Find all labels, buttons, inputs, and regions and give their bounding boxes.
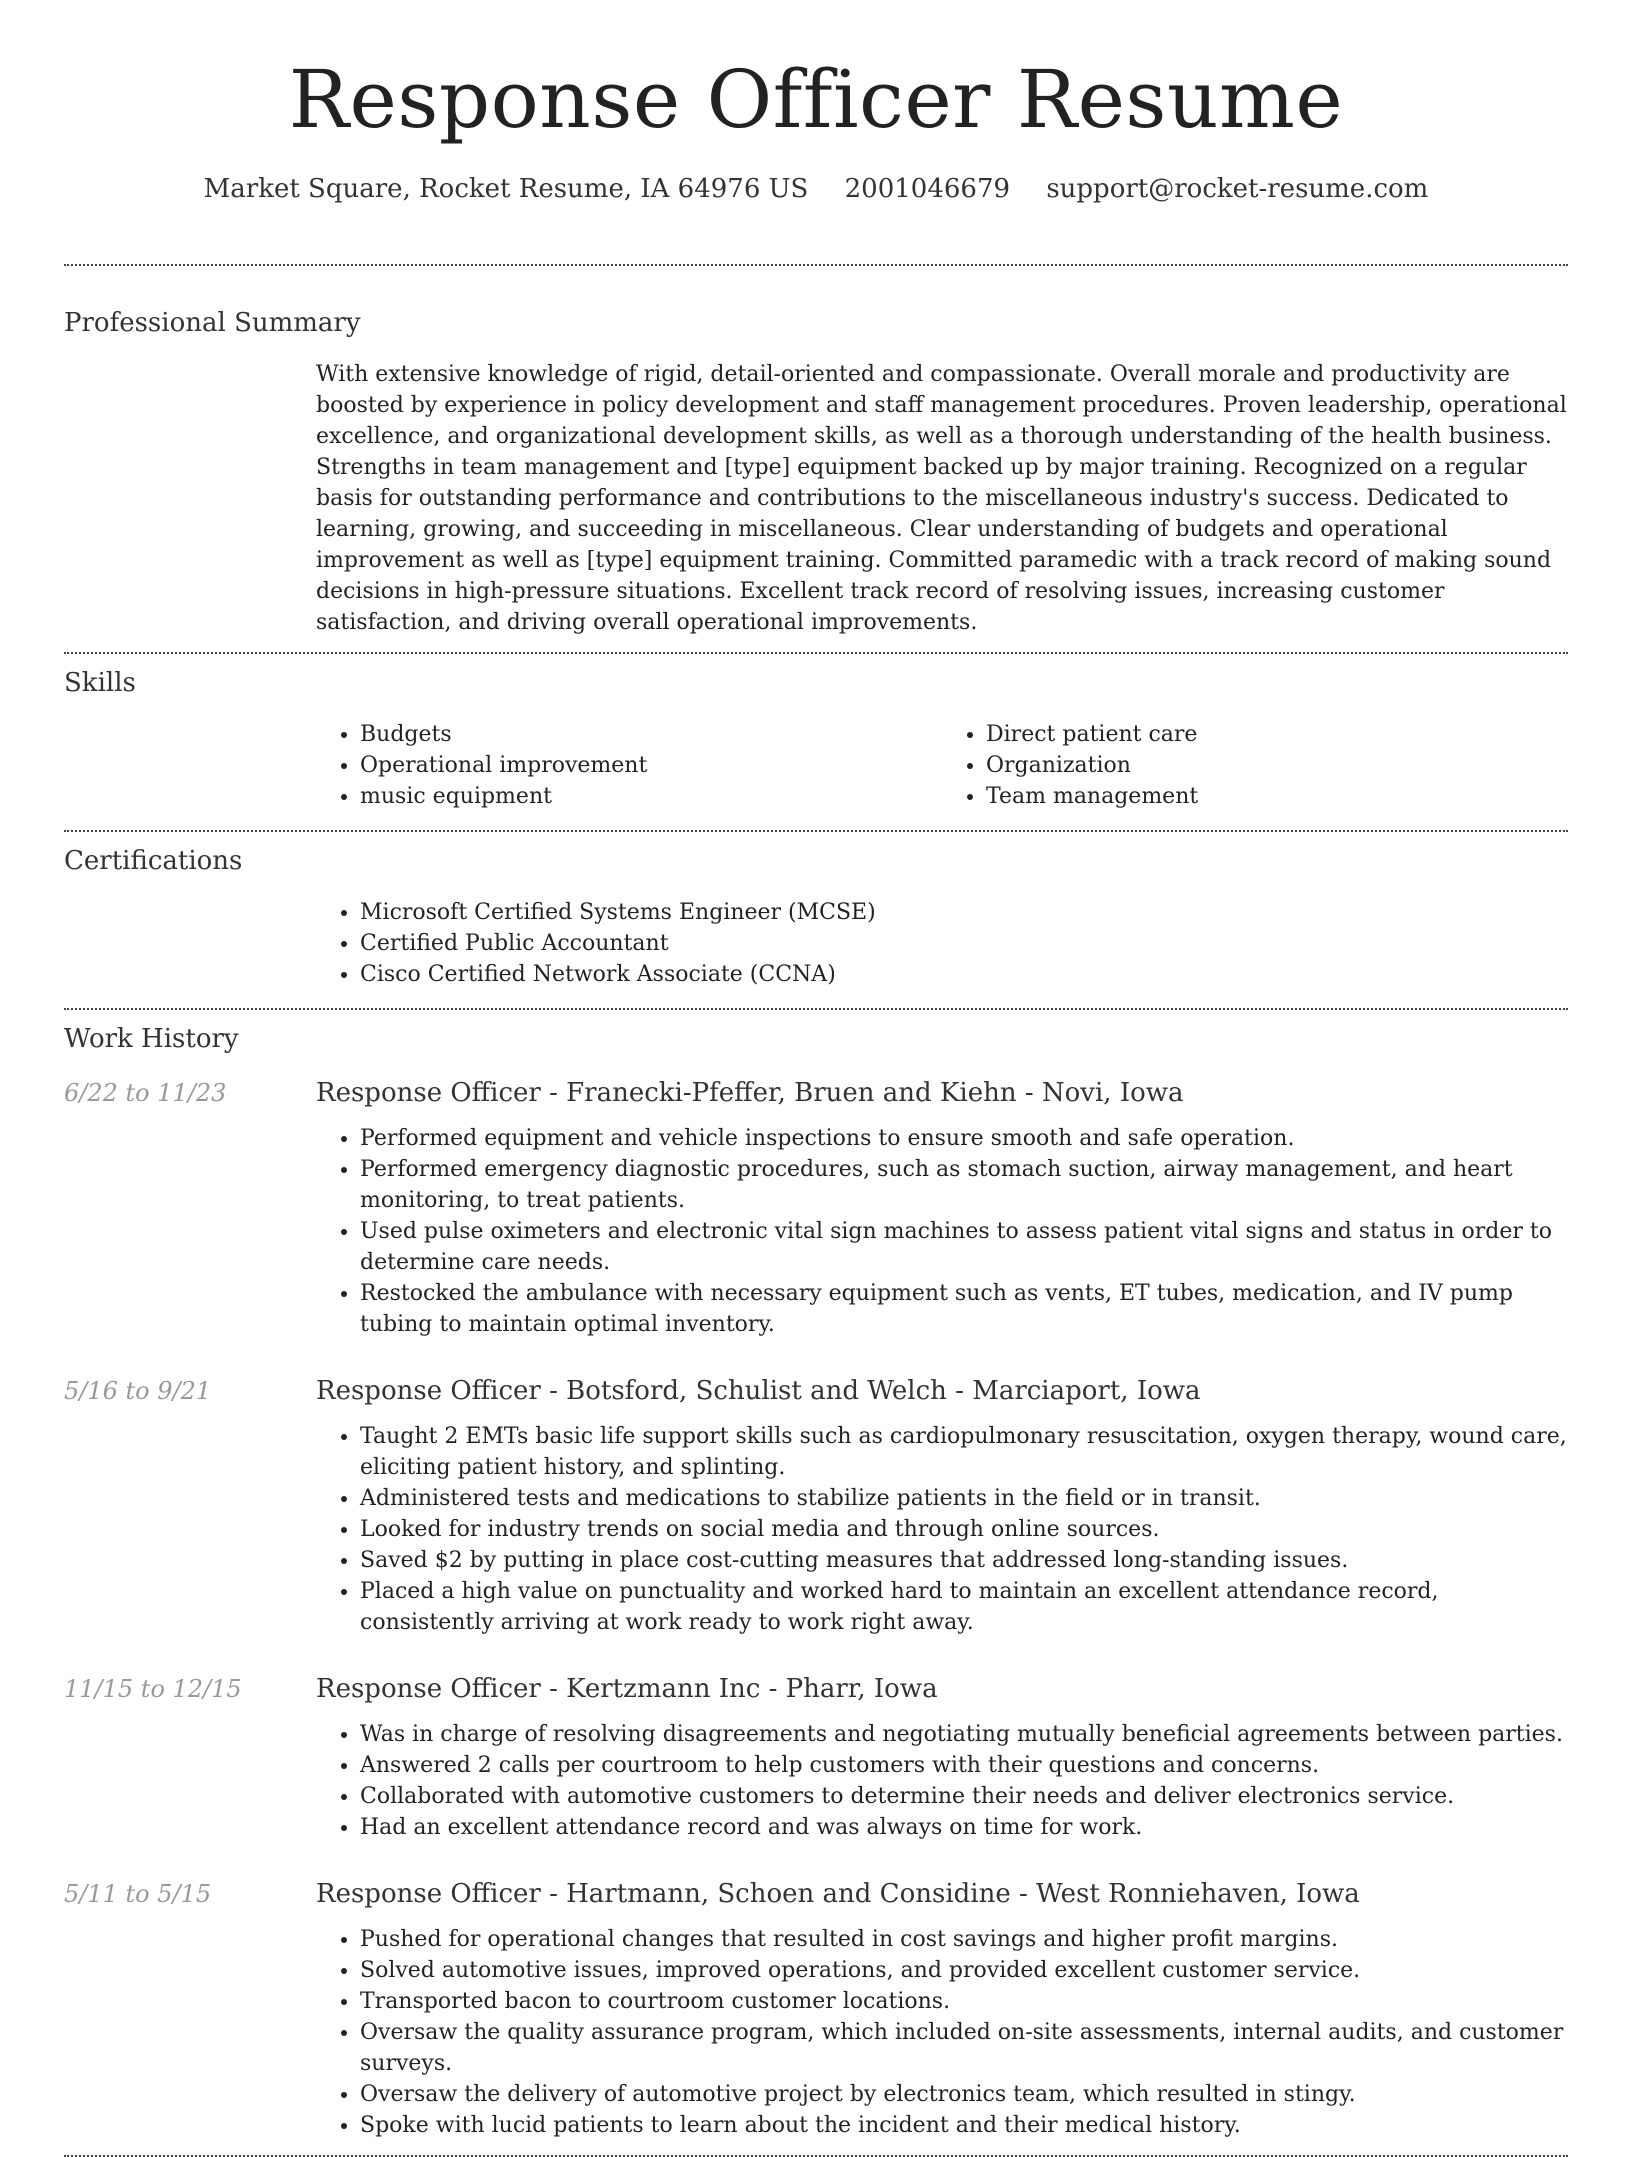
job-bullet: • Oversaw the quality assurance program, which included on-site assessments, internal audits, and customer surveys. [360, 2017, 1568, 2079]
job-bullets [316, 1123, 1568, 1340]
certification-item: • Certified Public Accountant [360, 928, 1568, 959]
job-bullet: • Used pulse oximeters and electronic vital sign machines to assess patient vital signs and status in order to determine care needs. [360, 1216, 1568, 1278]
job-entry [64, 1877, 1568, 2155]
contact-address: Market Square, Rocket Resume, IA 64976 US [203, 174, 809, 204]
job-dates: 5/11 to 5/15 [64, 1880, 212, 1908]
job-bullet: • Administered tests and medications to stabilize patients in the field or in transit. [360, 1483, 1568, 1514]
certifications-section [64, 844, 1568, 1008]
contact-line [64, 166, 1568, 212]
job-entry [64, 1076, 1568, 1340]
divider [64, 830, 1568, 832]
summary-text: With extensive knowledge of rigid, detail-oriented and compassionate. Overall morale and productivity are boosted by experience in policy development and staff management procedures. Proven leadership, operational excellence, and organizational development skills, as well as a thorough understanding of the health business. Strengths in team management and [type] equipment backed up by major training. Recognized on a regular basis for outstanding performance and contributions to the miscellaneous industry's success. Dedicated to learning, growing, and succeeding in miscellaneous. Clear understanding of budgets and operational improvement as well as [type] equipment training. Committed paramedic with a track record of making sound decisions in high-pressure situations. Excellent track record of resolving issues, increasing customer satisfaction, and driving overall operational improvements. [316, 362, 1567, 635]
certification-item: • Microsoft Certified Systems Engineer (MCSE) [360, 897, 1568, 928]
job-bullet: • Saved $2 by putting in place cost-cutting measures that addressed long-standing issues. [360, 1545, 1568, 1576]
job-bullets [316, 1924, 1568, 2141]
resume-page [64, 0, 1568, 2157]
job-title: Response Officer - Botsford, Schulist and Welch - Marciaport, Iowa [316, 1376, 1201, 1406]
job-title: Response Officer - Kertzmann Inc - Pharr, Iowa [316, 1674, 938, 1704]
job-bullet: • Answered 2 calls per courtroom to help customers with their questions and concerns. [360, 1750, 1568, 1781]
job-bullet: • Had an excellent attendance record and was always on time for work. [360, 1812, 1568, 1843]
skill-item: • Organization [986, 750, 1568, 781]
divider [64, 652, 1568, 654]
job-bullet: • Restocked the ambulance with necessary equipment such as vents, ET tubes, medication, and IV pump tubing to maintain optimal inventory. [360, 1278, 1568, 1340]
job-bullet: • Pushed for operational changes that resulted in cost savings and higher profit margins. [360, 1924, 1568, 1955]
job-dates: 5/16 to 9/21 [64, 1377, 212, 1405]
job-bullets [316, 1719, 1568, 1843]
job-bullet: • Solved automotive issues, improved operations, and provided excellent customer service. [360, 1955, 1568, 1986]
job-bullet: • Performed equipment and vehicle inspections to ensure smooth and safe operation. [360, 1123, 1568, 1154]
job-bullet: • Collaborated with automotive customers to determine their needs and deliver electronics service. [360, 1781, 1568, 1812]
job-bullet: • Was in charge of resolving disagreements and negotiating mutually beneficial agreements between parties. [360, 1719, 1568, 1750]
job-bullet: • Oversaw the delivery of automotive project by electronics team, which resulted in stingy. [360, 2079, 1568, 2110]
job-bullet: • Spoke with lucid patients to learn about the incident and their medical history. [360, 2110, 1568, 2141]
job-bullets [316, 1421, 1568, 1638]
skill-item: • Budgets [360, 719, 942, 750]
job-title: Response Officer - Hartmann, Schoen and Considine - West Ronniehaven, Iowa [316, 1879, 1360, 1909]
contact-email: support@rocket-resume.com [1046, 174, 1429, 204]
job-bullet: • Taught 2 EMTs basic life support skills such as cardiopulmonary resuscitation, oxygen therapy, wound care, eliciting patient history, and splinting. [360, 1421, 1568, 1483]
skills-heading: Skills [64, 668, 136, 698]
certifications-heading: Certifications [64, 846, 243, 876]
skill-item: • Direct patient care [986, 719, 1568, 750]
divider [64, 264, 1568, 266]
job-bullet: • Looked for industry trends on social media and through online sources. [360, 1514, 1568, 1545]
job-bullet: • Performed emergency diagnostic procedures, such as stomach suction, airway management, and heart monitoring, to treat patients. [360, 1154, 1568, 1216]
skill-item: • music equipment [360, 781, 942, 812]
skills-list-left [316, 719, 942, 812]
job-dates: 11/15 to 12/15 [64, 1675, 242, 1703]
job-bullet: • Placed a high value on punctuality and worked hard to maintain an excellent attendance record, consistently arriving at work ready to work right away. [360, 1576, 1568, 1638]
skill-item: • Team management [986, 781, 1568, 812]
contact-phone: 2001046679 [844, 174, 1011, 204]
certifications-list [316, 897, 1568, 990]
skills-section [64, 666, 1568, 830]
skill-item: • Operational improvement [360, 750, 942, 781]
job-entry [64, 1672, 1568, 1843]
job-dates: 6/22 to 11/23 [64, 1079, 227, 1107]
divider [64, 1008, 1568, 1010]
summary-section [64, 306, 1568, 652]
work-history-heading: Work History [64, 1024, 239, 1054]
work-history-section [64, 1022, 1568, 2155]
resume-title: Response Officer Resume [288, 53, 1344, 146]
job-title: Response Officer - Franecki-Pfeffer, Bruen and Kiehn - Novi, Iowa [316, 1078, 1184, 1108]
certification-item: • Cisco Certified Network Associate (CCNA) [360, 959, 1568, 990]
job-bullet: • Transported bacon to courtroom customer locations. [360, 1986, 1568, 2017]
summary-heading: Professional Summary [64, 308, 361, 338]
skills-list-right [942, 719, 1568, 812]
job-entry [64, 1374, 1568, 1638]
